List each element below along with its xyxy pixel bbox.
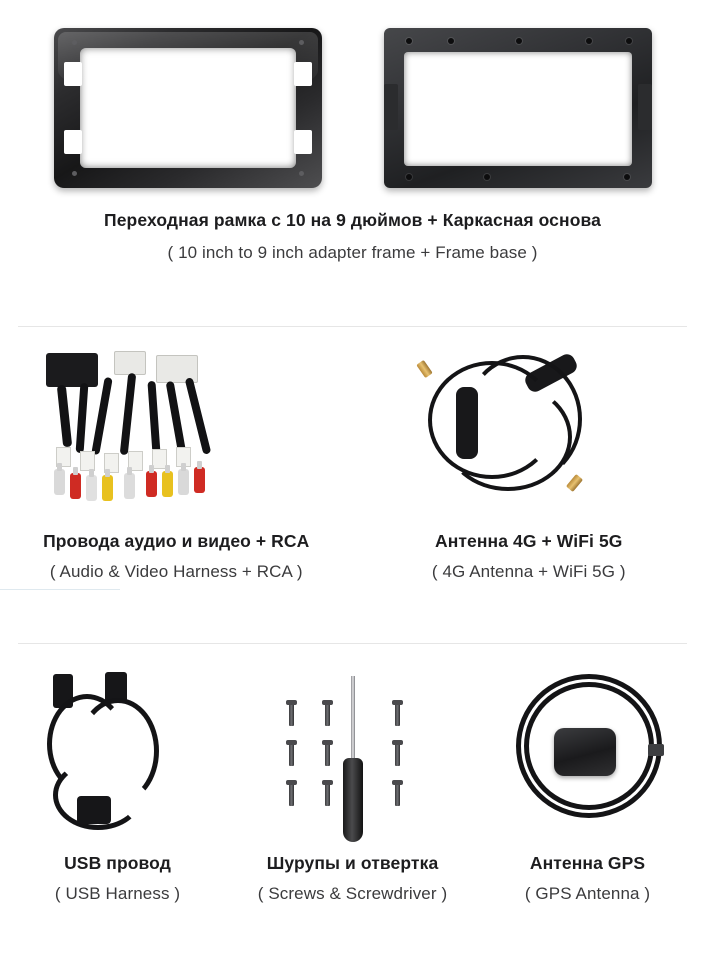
section-harness-antenna xyxy=(0,327,705,637)
antenna-4g-image xyxy=(414,347,644,517)
usb-harness-cell xyxy=(0,668,235,843)
usb-harness-caption-en: ( USB Harness ) xyxy=(55,883,180,905)
adapter-frame-images xyxy=(0,0,705,188)
edge-accent-line xyxy=(0,589,120,590)
adapter-frame-caption-en: ( 10 inch to 9 inch adapter frame + Frame base ) xyxy=(0,242,705,264)
screws-screwdriver-caption-ru: Шурупы и отвертка xyxy=(267,853,439,875)
screws-screwdriver-cell xyxy=(235,668,470,843)
av-harness-cell xyxy=(0,347,353,583)
usb-harness-captions xyxy=(0,853,235,905)
section-adapter-frame xyxy=(0,0,705,300)
antenna-4g-caption-ru: Антенна 4G + WiFi 5G xyxy=(432,531,626,553)
screws-screwdriver-caption-en: ( Screws & Screwdriver ) xyxy=(258,883,447,905)
screwdriver-icon xyxy=(341,676,365,841)
glossy-adapter-frame-image xyxy=(54,28,322,188)
gps-antenna-caption-en: ( GPS Antenna ) xyxy=(525,883,650,905)
screws-screwdriver-image xyxy=(263,668,443,843)
usb-harness-caption-ru: USB провод xyxy=(64,853,171,875)
screws-screwdriver-captions xyxy=(235,853,470,905)
antenna-4g-caption-en: ( 4G Antenna + WiFi 5G ) xyxy=(432,561,626,583)
gps-antenna-caption-ru: Антенна GPS xyxy=(530,853,645,875)
av-harness-caption-ru: Провода аудио и видео + RCA xyxy=(43,531,309,553)
section-usb-screws-gps xyxy=(0,644,705,974)
gps-antenna-image xyxy=(498,668,678,843)
gps-antenna-captions xyxy=(470,853,705,905)
av-harness-caption-en: ( Audio & Video Harness + RCA ) xyxy=(43,561,309,583)
antenna-4g-cell xyxy=(353,347,705,583)
usb-harness-image xyxy=(33,668,203,843)
av-harness-image xyxy=(26,347,326,517)
adapter-frame-caption-ru: Переходная рамка с 10 на 9 дюймов + Каркасная основа xyxy=(0,210,705,232)
matte-frame-base-image xyxy=(384,28,652,188)
gps-antenna-cell xyxy=(470,668,705,843)
